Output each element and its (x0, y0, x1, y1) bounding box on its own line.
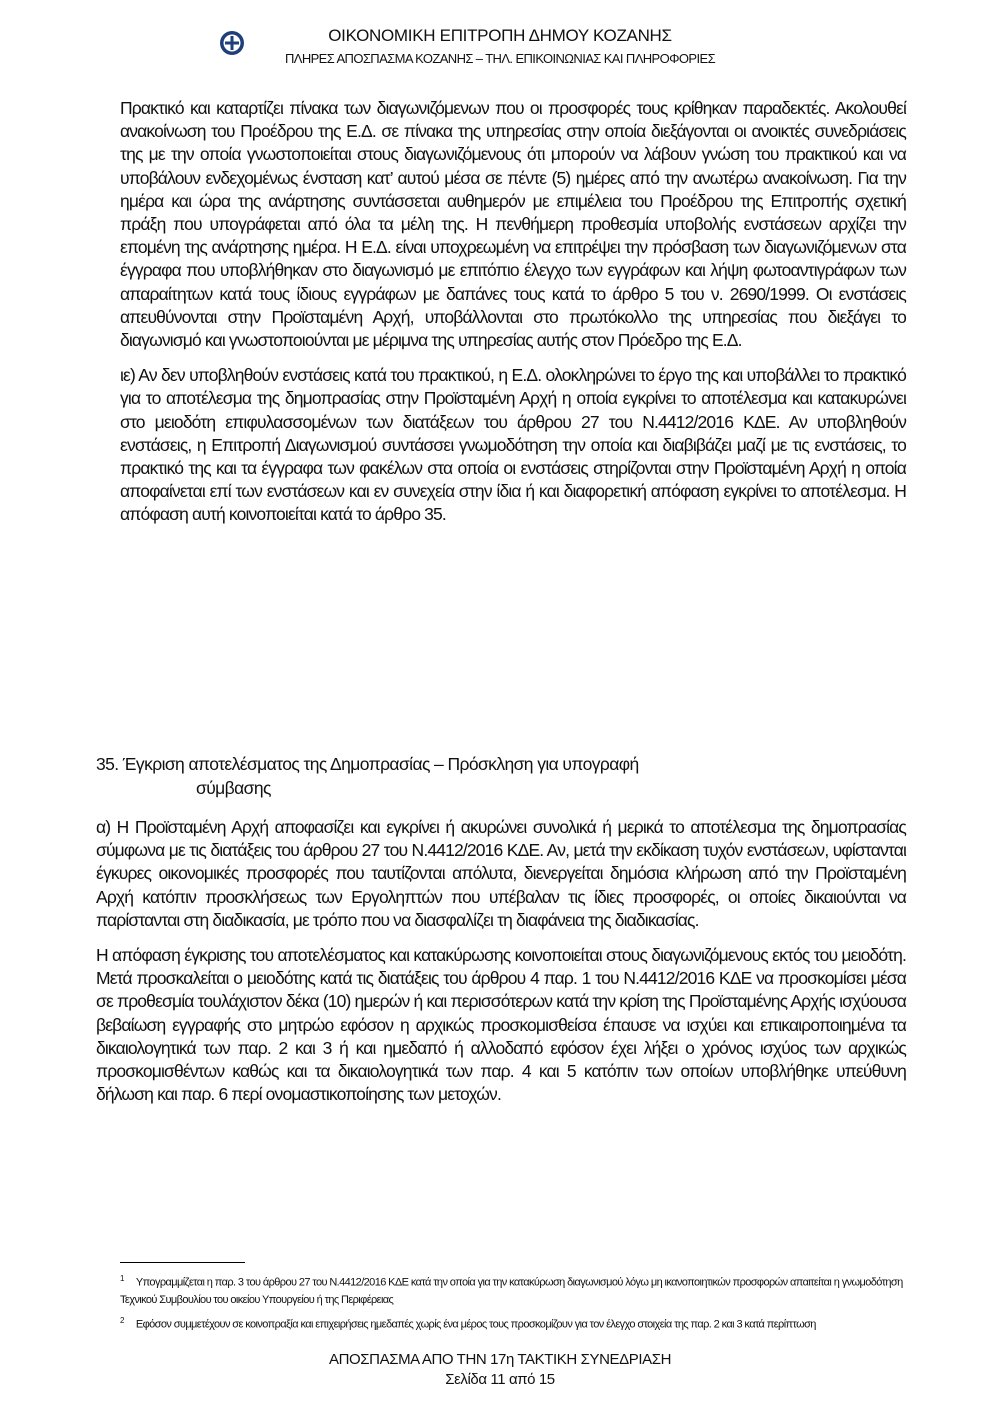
footnote-divider (120, 1262, 245, 1263)
paragraph-invitation: Η απόφαση έγκρισης του αποτελέσματος και κατακύρωσης κοινοποιείται στους διαγωνιζόμενους εκτός του μειοδότη. Μετά προσκαλείται ο μειοδότης κατά τις διατάξεις του άρθρου 4 παρ. 1 του Ν.4412/2016 ΚΔΕ να προσκομίσει μέσα σε προθεσμία τουλάχιστον δέκα (10) ημερών ή και περισσότερων κατά την κρίση της Προϊσταμένης Αρχής ισχύουσα βεβαίωση εγγραφής στο μητρώο εφόσον η αρχικώς προσκομισθείσα έπαυσε να ισχύει και επικαιροποιημένα τα δικαιολογητικά των παρ. 2 και 3 ή και ημεδαπό ή αλλοδαπό εφόσον έχει λήξει ο χρόνος ισχύος των αρχικώς προσκομισθέντων καθώς και τα δικαιολογητικά των παρ. 4 και 5 κατόπιν των οποίων υποβλήθηκε υπεύθυνη δήλωση και παρ. 6 περί ονομαστικοποίησης των μετοχών. (96, 945, 906, 1105)
footnote-item (120, 1312, 910, 1334)
body-top (120, 97, 906, 539)
paragraph-procedure: Πρακτικό και καταρτίζει πίνακα των διαγωνιζόμενων που οι προσφορές τους κρίθηκαν παραδεκτές. Ακολουθεί ανακοίνωση του Προέδρου της Ε.Δ. σε πίνακα της υπηρεσίας στην οποία διεξάγονται οι ανοικτές συνεδριάσεις της με την οποία γνωστοποιείται στους διαγωνιζόμενους ότι μπορούν να λάβουν γνώση του πρακτικού και να υποβάλουν ενδεχομένως ένσταση κατ’ αυτού μέσα σε πέντε (5) ημέρες από την ανωτέρω ανακοίνωση. Για την ημέρα και ώρα της ανάρτησης συντάσσεται αυθημερόν με επιμέλεια του Προέδρου της Επιτροπής σχετική πράξη που υπογράφεται από όλα τα μέλη της. Η πενθήμερη προθεσμία υποβολής ενστάσεων αρχίζει την επομένη της ανάρτησης ημέρα. Η Ε.Δ. είναι υποχρεωμένη να επιτρέψει την πρόσβαση των διαγωνιζόμενων στα έγγραφα που υποβλήθηκαν στο διαγωνισμό με επιτόπιο έλεγχο των εγγράφων και λήψη φωτοαντιγράφων των απαραίτητων κατά τους ίδιους εγγράφων με δαπάνες τους κατά το άρθρο 5 του ν. 2690/1999. Οι ενστάσεις απευθύνονται στην Προϊσταμένη Αρχή, υποβάλλονται στο πρωτόκολλο της υπηρεσίας που διεξάγει το διαγωνισμό και γνωστοποιούνται με μέριμνα της υπηρεσίας αυτής στον Πρόεδρο της Ε.Δ. (120, 98, 906, 351)
page-number: Σελίδα 11 από 15 (445, 1371, 555, 1388)
footnotes (120, 1270, 910, 1336)
document-header (0, 26, 1000, 66)
header-title: ΟΙΚΟΝΟΜΙΚΗ ΕΠΙΤΡΟΠΗ ΔΗΜΟΥ ΚΟΖΑΝΗΣ (328, 26, 672, 45)
paragraph-objections: ιε) Αν δεν υποβληθούν ενστάσεις κατά του πρακτικού, η Ε.Δ. ολοκληρώνει το έργο της και υποβάλλει το πρακτικό για το αποτέλεσμα της δημοπρασίας στην Προϊσταμένη Αρχή η οποία εγκρίνει το αποτέλεσμα και κατακυρώνει στο μειοδότη επιφυλασσομένων των διατάξεων του άρθρου 27 του Ν.4412/2016 ΚΔΕ. Αν υποβληθούν ενστάσεις, η Επιτροπή Διαγωνισμού συντάσσει γνωμοδότηση την οποία και διαβιβάζει μαζί με τις ενστάσεις, το πρακτικό της και τα έγγραφα των φακέλων στα οποία οι ενστάσεις στηρίζονται στην Προϊσταμένη Αρχή η οποία αποφαίνεται επί των ενστάσεων και εν συνεχεία στην ίδια ή και διαφορετική απόφαση εγκρίνει το αποτέλεσμα. Η απόφαση αυτή κοινοποιείται κατά το άρθρο 35. (120, 365, 906, 525)
paragraph-approval: α) Η Προϊσταμένη Αρχή αποφασίζει και εγκρίνει ή ακυρώνει συνολικά ή μερικά το αποτέλεσμα της δημοπρασίας σύμφωνα με τις διατάξεις του άρθρου 27 του Ν.4412/2016 ΚΔΕ. Αν, μετά την εκδίκαση τυχόν ενστάσεων, υφίστανται έγκυρες οικονομικές προσφορές που ταυτίζονται απόλυτα, διενεργείται δημόσια κλήρωση από την Προϊσταμένη Αρχή κατόπιν προσκλήσεως των Εργοληπτών που υπέβαλαν τις ίδιες προσφορές, οι οποίες δικαιούνται να παρίστανται στη διαδικασία, με τρόπο που να διασφαλίζει τη διαφάνεια της διαδικασίας. (96, 817, 906, 930)
footnote-mark: 2 (120, 1315, 124, 1325)
section-heading-line2: σύμβασης (196, 778, 271, 798)
footer-title: ΑΠΟΣΠΑΣΜΑ ΑΠΟ ΤΗΝ 17η ΤΑΚΤΙΚΗ ΣΥΝΕΔΡΙΑΣΗ (328, 1351, 672, 1368)
footnote-text: Υπογραμμίζεται η παρ. 3 του άρθρου 27 του Ν.4412/2016 ΚΔΕ κατά την οποία για την κατακύρωση διαγωνισμού λόγω μη ικανοποιητικών προσφορών απαιτείται η γνωμοδότηση Τεχνικού Συμβουλίου του οικείου Υπουργείου ή της Περιφέρειας (120, 1276, 903, 1306)
section-heading-line1: 35. Έγκριση αποτελέσματος της Δημοπρασίας – Πρόσκληση για υπογραφή (96, 754, 639, 774)
body-bottom (96, 816, 906, 1118)
header-subtitle: ΠΛΗΡΕΣ ΑΠΟΣΠΑΣΜΑ ΚΟΖΑΝΗΣ – ΤΗΛ. ΕΠΙΚΟΙΝΩΝΙΑΣ ΚΑΙ ΠΛΗΡΟΦΟΡΙΕΣ (284, 51, 716, 66)
section-heading (96, 752, 916, 800)
footnote-item (120, 1270, 910, 1309)
footnote-text: Εφόσον συμμετέχουν σε κοινοπραξία και επιχειρήσεις ημεδαπές χωρίς ένα μέρος τους προσκομίζουν για τον έλεγχο στοιχεία της παρ. 2 και 3 κατά περίπτωση (135, 1318, 816, 1331)
document-footer (0, 1350, 1000, 1390)
footnote-mark: 1 (120, 1274, 124, 1283)
